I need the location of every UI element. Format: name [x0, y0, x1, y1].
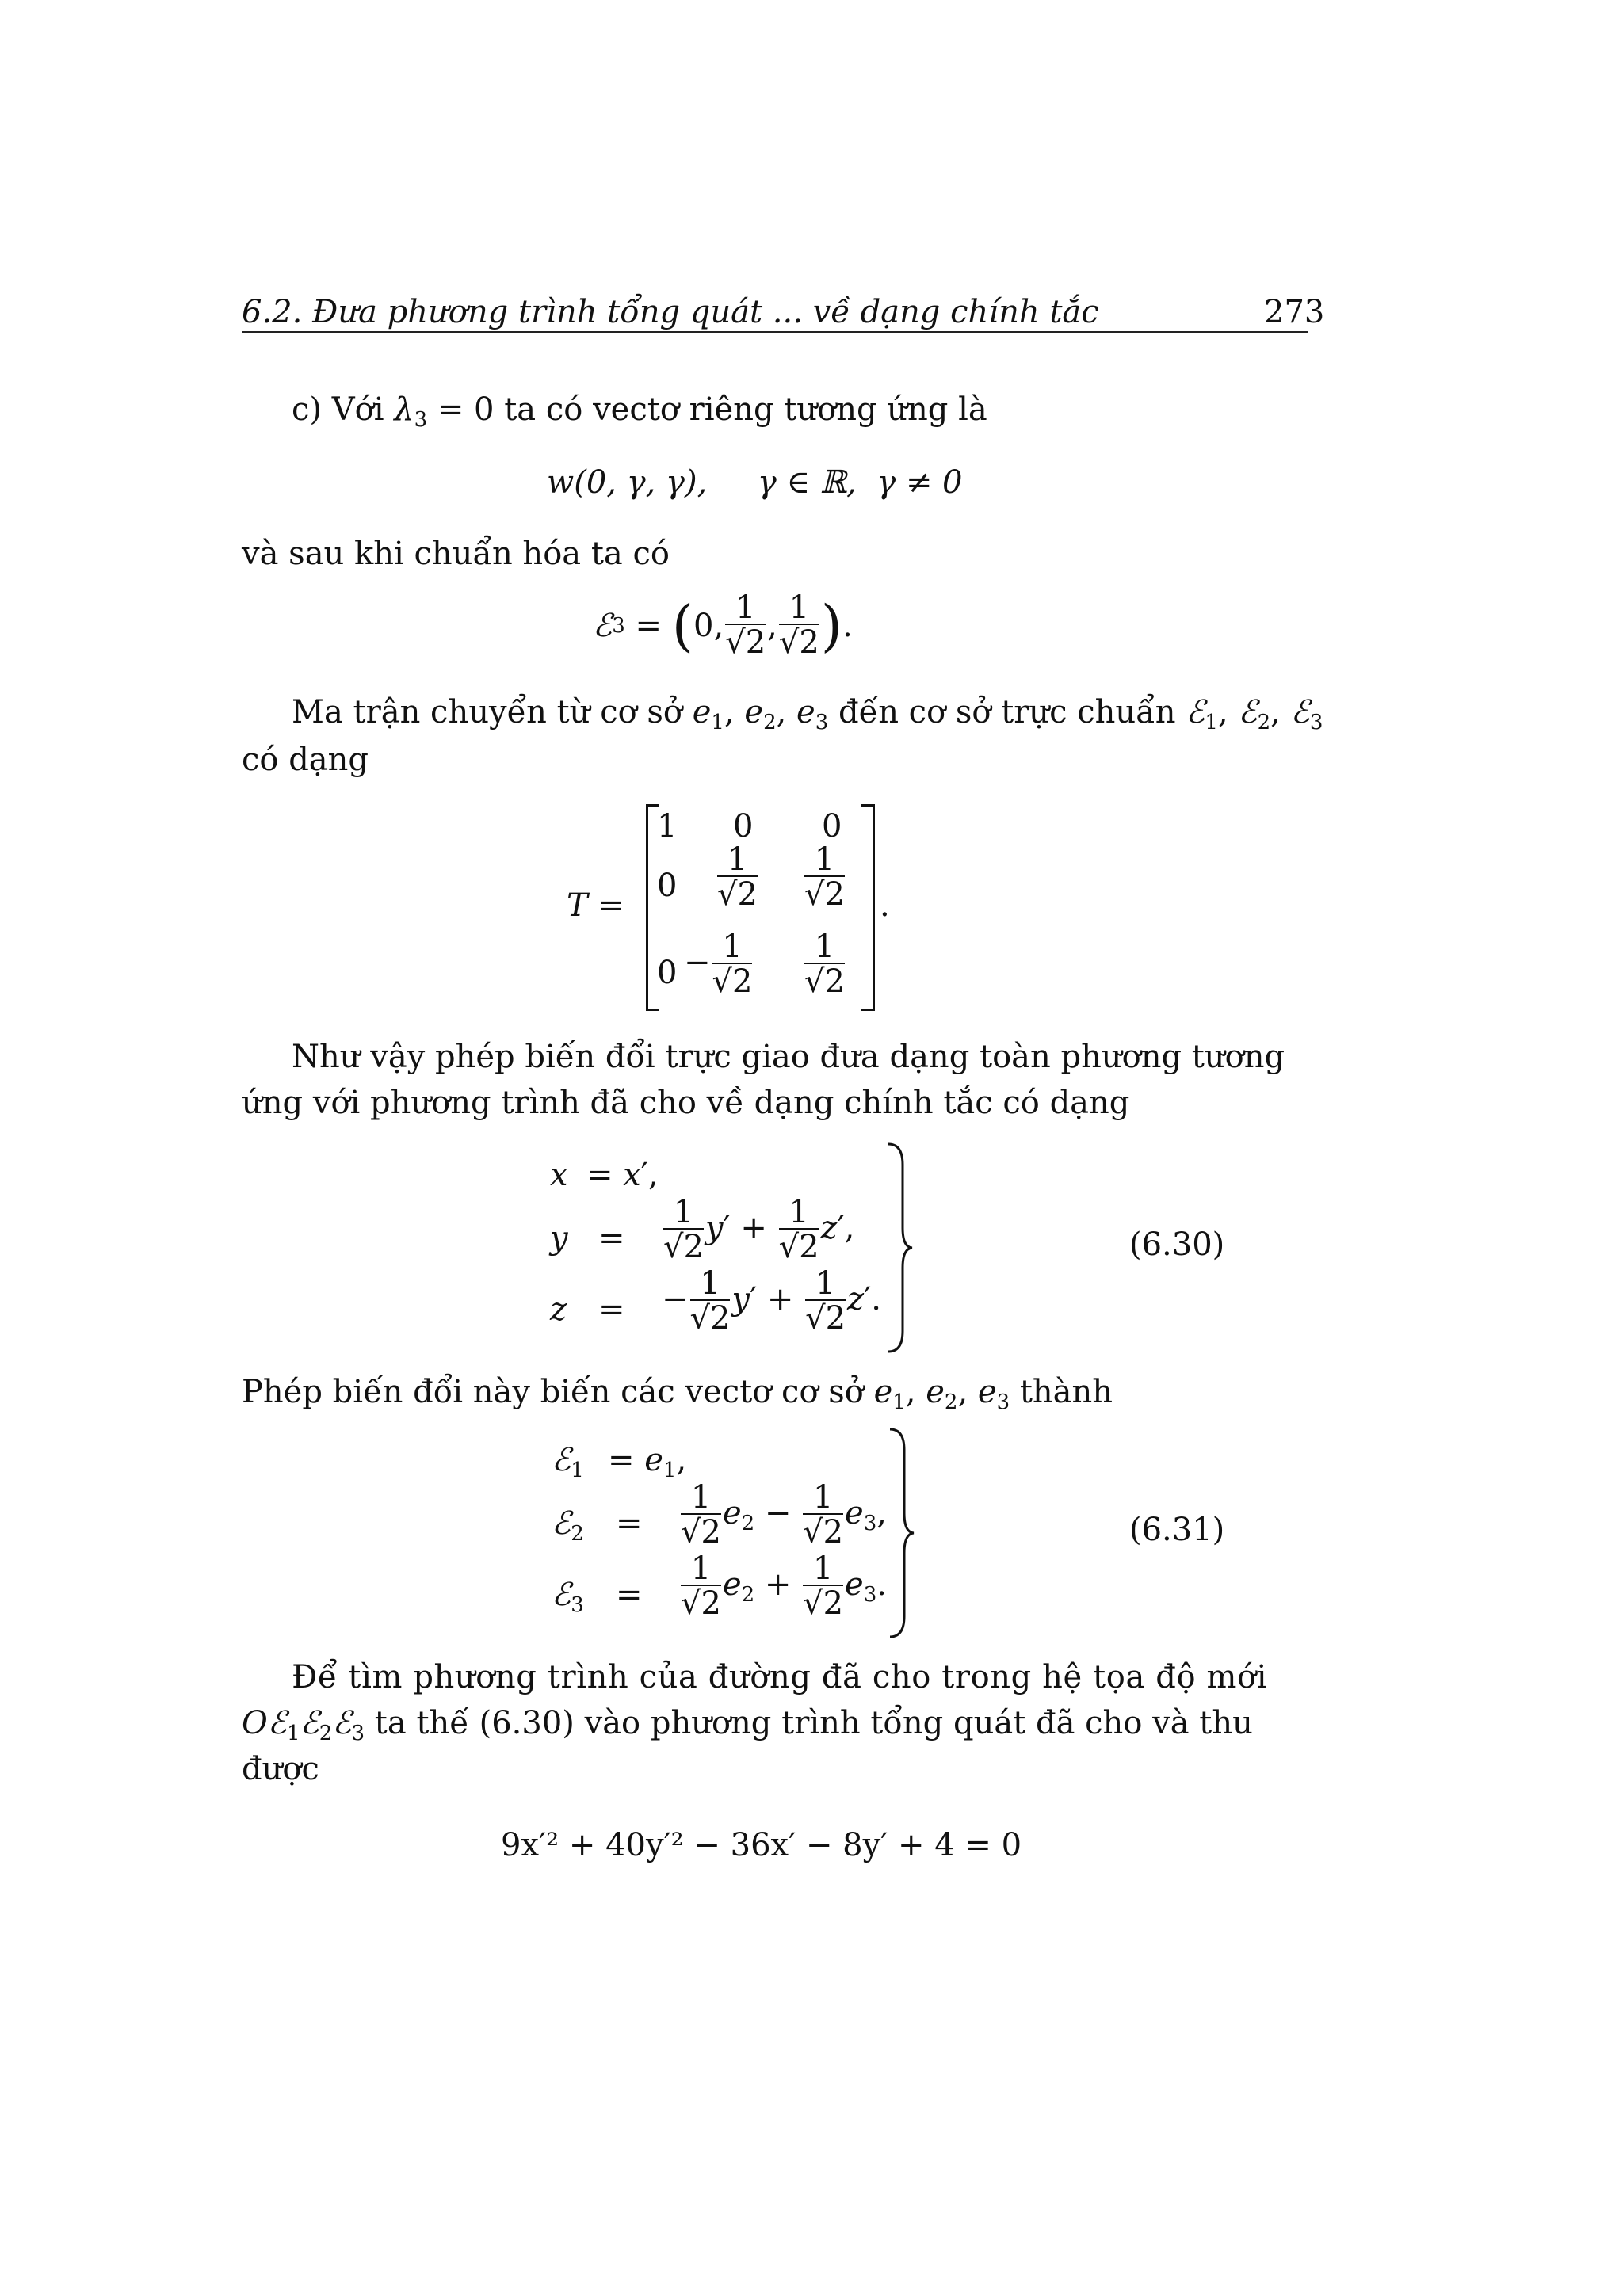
paragraph-basis: Phép biến đổi này biến các vectơ cơ sở $e_1$, $e_2$, $e_3$ thành	[242, 1374, 1113, 1414]
equation-number-631: (6.31)	[1129, 1512, 1225, 1548]
equation-system-630: x = x′, y = $\frac{1}{√2}$ y′ + $\frac{1}{√2}$ z′, z = − $\frac{1}{√2}$ y′ + $\frac{1}{√2}$ z′.	[547, 1141, 927, 1355]
equation-e3: ℰ 3 = ( 0, $\frac{1}{√2}$ , $\frac{1}{√2}$ ) .	[593, 589, 853, 661]
page-number: 273	[1264, 294, 1325, 330]
header-rule	[242, 331, 1308, 333]
paragraph-substitute-2: Oℰ$_1$ℰ$_2$ℰ$_3$ ta thế (6.30) vào phương trình tổng quát đã cho và thu	[242, 1705, 1253, 1745]
paragraph-normalize: và sau khi chuẩn hóa ta có	[242, 536, 670, 572]
paragraph-matrix-line2: có dạng	[242, 742, 369, 778]
running-header: 6.2. Đưa phương trình tổng quát ... về dạng chính tắc	[242, 294, 1099, 330]
paragraph-c: c) Với $\lambda_3 = 0$ ta có vectơ riêng tương ứng là	[292, 391, 987, 432]
paragraph-transform-1: Như vậy phép biến đổi trực giao đưa dạng toàn phương tương	[292, 1039, 1285, 1075]
final-equation: 9x′² + 40y′² − 36x′ − 8y′ + 4 = 0	[501, 1827, 1022, 1863]
paragraph-transform-2: ứng với phương trình đã cho về dạng chính tắc có dạng	[242, 1085, 1130, 1121]
equation-w: w(0, γ, γ), γ ∈ ℝ, γ ≠ 0	[547, 464, 963, 501]
equation-system-631: ℰ$_1$ = $e_1$, ℰ$_2$ = $\frac{1}{√2}$ $e_2$ − $\frac{1}{√2}$ $e_3$, ℰ$_3$ = $\frac{1}{√2}$ $e_2$ + $\frac{1}{√2}$ $e_3$.	[548, 1426, 929, 1640]
matrix-t: T = 1 0 0 0 $\frac{1}{√2}$ $\frac{1}{√2}$ 0 − $\frac{1}{√2}$ $\frac{1}{√2}$ .	[567, 804, 899, 1010]
paragraph-substitute-1: Để tìm phương trình của đường đã cho trong hệ tọa độ mới	[292, 1659, 1268, 1695]
equation-number-630: (6.30)	[1129, 1226, 1225, 1263]
paragraph-matrix: Ma trận chuyển từ cơ sở $e_1$, $e_2$, $e_3$ đến cơ sở trực chuẩn ℰ$_1$, ℰ$_2$, ℰ$_3$	[292, 694, 1323, 734]
paragraph-substitute-3: được	[242, 1751, 319, 1787]
